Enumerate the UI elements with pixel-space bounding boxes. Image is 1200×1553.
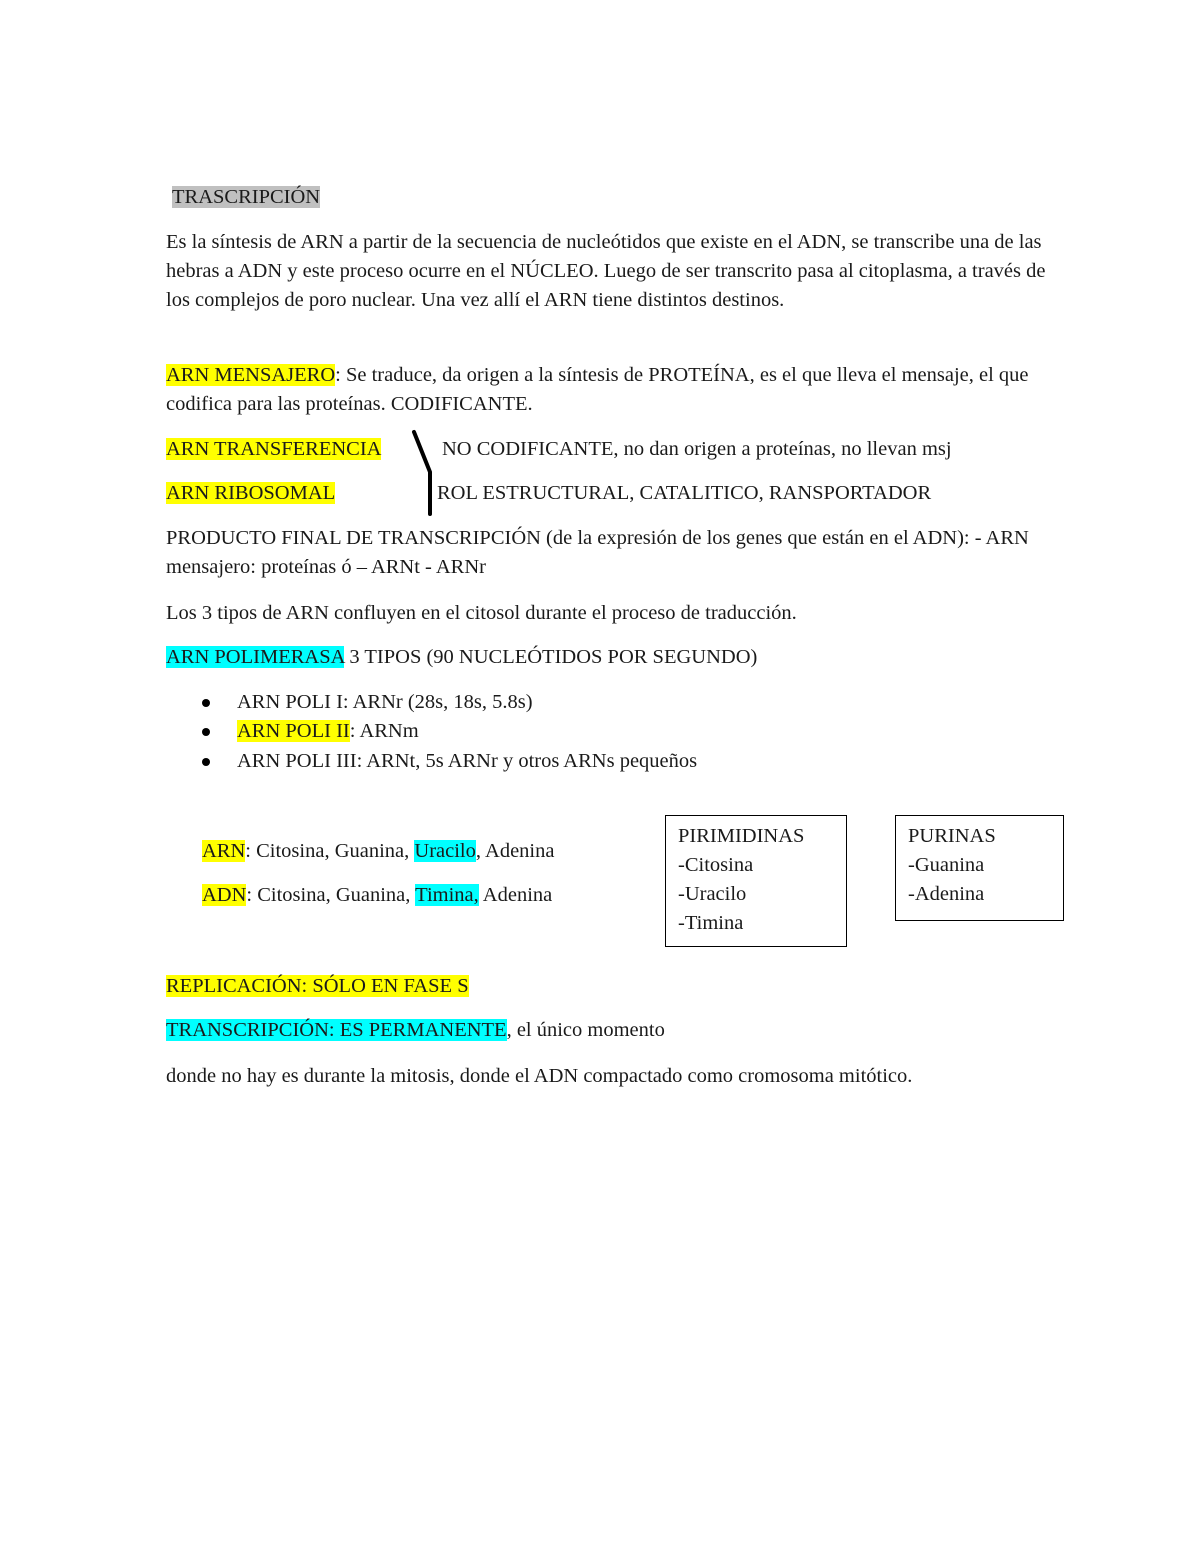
producto-paragraph: PRODUCTO FINAL DE TRANSCRIPCIÓN (de la expresión de los genes que están en el ADN): - ARN mensajero: proteínas ó – ARNt - ARNr xyxy=(166,527,1029,578)
list-item: -Guanina xyxy=(908,854,985,876)
arn-bases: ARN: Citosina, Guanina, Uracilo, Adenina xyxy=(202,840,555,862)
list-item: -Uracilo xyxy=(678,883,747,905)
list-item: ARN POLI III: ARNt, 5s ARNr y otros ARNs pequeños xyxy=(237,750,698,772)
bullet-icon xyxy=(202,699,210,707)
ribosomal-text: ROL ESTRUCTURAL, CATALITICO, RANSPORTADOR xyxy=(437,482,932,504)
transferencia-text: NO CODIFICANTE, no dan origen a proteínas, no llevan msj xyxy=(442,438,952,460)
purinas-title: PURINAS xyxy=(908,825,996,847)
ribosomal-label: ARN RIBOSOMAL xyxy=(166,482,336,504)
transferencia-label: ARN TRANSFERENCIA xyxy=(166,438,382,460)
adn-bases: ADN: Citosina, Guanina, Timina, Adenina xyxy=(202,884,553,906)
list-item: -Timina xyxy=(678,912,744,934)
intro-paragraph: Es la síntesis de ARN a partir de la secuencia de nucleótidos que existe en el ADN, se transcribe una de las hebras a ADN y este proceso ocurre en el NÚCLEO. Luego de ser transcrito pasa al citoplasma, a través de los complejos de poro nuclear. Una vez allí el ARN tiene distintos destinos. xyxy=(166,231,1046,311)
brace-mark xyxy=(408,428,438,518)
transcripcion-line: TRANSCRIPCIÓN: ES PERMANENTE, el único momento xyxy=(166,1019,665,1041)
polimerasa-heading: ARN POLIMERASA 3 TIPOS (90 NUCLEÓTIDOS POR SEGUNDO) xyxy=(166,646,758,668)
list-item: -Adenina xyxy=(908,883,985,905)
list-item: ARN POLI II: ARNm xyxy=(237,720,419,742)
confluyen-paragraph: Los 3 tipos de ARN confluyen en el citosol durante el proceso de traducción. xyxy=(166,602,797,624)
bullet-icon xyxy=(202,758,210,766)
mensajero-text: : Se traduce, da origen a la síntesis de PROTEÍNA, es el que lleva el mensaje, el que codifica para las proteínas. CODIFICANTE. xyxy=(166,364,1029,415)
final-paragraph: donde no hay es durante la mitosis, donde el ADN compactado como cromosoma mitótico. xyxy=(166,1065,913,1087)
list-item: -Citosina xyxy=(678,854,754,876)
mensajero-paragraph xyxy=(166,361,1046,419)
page-title: TRASCRIPCIÓN xyxy=(172,186,321,208)
bullet-icon xyxy=(202,728,210,736)
list-item: ARN POLI I: ARNr (28s, 18s, 5.8s) xyxy=(237,691,533,713)
replicacion-line: REPLICACIÓN: SÓLO EN FASE S xyxy=(166,975,469,997)
mensajero-label: ARN MENSAJERO xyxy=(166,364,336,386)
pirimidinas-title: PIRIMIDINAS xyxy=(678,825,805,847)
purinas-box xyxy=(895,815,1064,921)
pirimidinas-box xyxy=(665,815,847,947)
